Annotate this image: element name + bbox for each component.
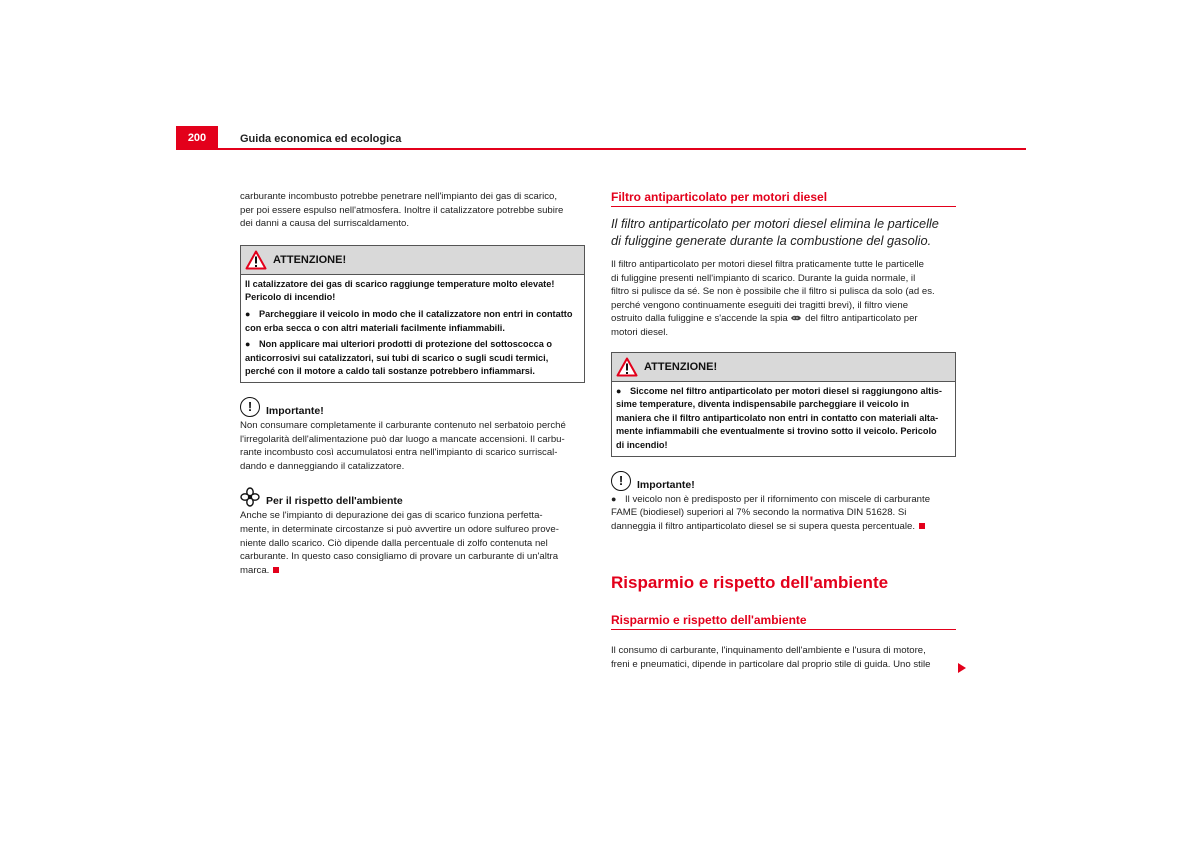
text-line: rante incombusto così accumulatosi entra nell'impianto di scarico surriscal- bbox=[240, 447, 558, 459]
text-line: Non consumare completamente il carburante contenuto nel serbatoio perché bbox=[240, 419, 566, 431]
text-line: Il consumo di carburante, l'inquinamento dell'ambiente e l'usura di motore, bbox=[611, 645, 926, 657]
exclamation-circle-icon: ! bbox=[240, 397, 260, 417]
text-line: dei danni a causa del surriscaldamento. bbox=[240, 218, 410, 230]
text-line: ostruito dalla fuliggine e s'accende la spia del filtro antiparticolato per bbox=[611, 313, 918, 325]
chapter-title: Risparmio e rispetto dell'ambiente bbox=[611, 573, 889, 593]
warning-triangle-icon bbox=[616, 357, 638, 377]
header-rule bbox=[176, 148, 1026, 150]
important-label: Importante! bbox=[637, 478, 695, 491]
important-label: Importante! bbox=[266, 404, 324, 417]
warning-bullet-line: ● Siccome nel filtro antiparticolato per motori diesel si raggiungono altis- bbox=[616, 385, 951, 399]
exclamation-circle-icon: ! bbox=[611, 471, 631, 491]
flower-icon bbox=[240, 487, 260, 507]
left-column bbox=[240, 190, 585, 577]
warning-label: ATTENZIONE! bbox=[273, 253, 347, 266]
warning-bullet-line: ● Parcheggiare il veicolo in modo che il catalizzatore non entri in contatto bbox=[245, 308, 580, 322]
text-line: filtro si pulisce da sé. Se non è possibile che il filtro si pulisca da solo (ad es. bbox=[611, 286, 935, 298]
environment-header bbox=[240, 487, 585, 507]
body-paragraph bbox=[611, 258, 956, 340]
header-title: Guida economica ed ecologica bbox=[240, 133, 402, 145]
warning-text-line: perché con il motore a caldo tali sostanze potrebbero infiammarsi. bbox=[245, 366, 535, 377]
text-line: per poi essere espulso nell'atmosfera. Inoltre il catalizzatore potrebbe subire bbox=[240, 204, 564, 216]
important-header bbox=[240, 397, 585, 417]
end-mark-icon bbox=[273, 567, 279, 573]
warning-header bbox=[241, 246, 584, 275]
warning-text-line: Il catalizzatore dei gas di scarico raggiunge temperature molto elevate! bbox=[245, 278, 555, 289]
important-note bbox=[240, 397, 585, 473]
text-line: danneggia il filtro antiparticolato diesel se si supera questa percentuale. bbox=[611, 520, 956, 534]
warning-text-line: con erba secca o con altri materiali facilmente infiammabili. bbox=[245, 322, 505, 333]
text-line: di fuliggine presenti nell'impianto di scarico. Durante la guida normale, il bbox=[611, 272, 916, 284]
important-note bbox=[611, 471, 956, 534]
body-paragraph bbox=[611, 644, 956, 671]
diesel-filter-warning-lamp-icon bbox=[790, 314, 802, 322]
warning-text-line: mente infiammabili che eventualmente si trovino sotto il veicolo. Pericolo bbox=[616, 426, 937, 437]
text-line: marca. bbox=[240, 564, 585, 578]
bullet-icon: ● bbox=[245, 308, 251, 319]
warning-box bbox=[611, 352, 956, 457]
warning-box bbox=[240, 245, 585, 383]
text-line: carburante. In questo caso consigliamo di provare un carburante di un'altra bbox=[240, 551, 559, 563]
warning-bullet-line: ● Non applicare mai ulteriori prodotti di protezione del sottoscocca o bbox=[245, 338, 580, 352]
warning-header bbox=[612, 353, 955, 382]
lead-paragraph bbox=[611, 215, 956, 249]
bullet-icon: ● bbox=[611, 493, 617, 504]
warning-text-line: di incendio! bbox=[616, 439, 668, 450]
bullet-icon: ● bbox=[616, 385, 622, 396]
section-title-savings: Risparmio e rispetto dell'ambiente bbox=[611, 613, 956, 630]
continue-arrow-icon bbox=[958, 663, 966, 673]
text-line: FAME (biodiesel) superiori al 7% secondo la normativa DIN 51628. Si bbox=[611, 507, 907, 519]
text-line: mente, in determinate circostanze si può avvertire un odore sulfureo prove- bbox=[240, 523, 559, 535]
text-line: motori diesel. bbox=[611, 326, 669, 338]
text-line: perché vengono continuamente eseguiti dei tragitti brevi), il filtro viene bbox=[611, 299, 909, 311]
warning-text-line: sime temperature, diventa indispensabile parcheggiare il veicolo in bbox=[616, 399, 910, 410]
section-title-diesel-filter: Filtro antiparticolato per motori diesel bbox=[611, 190, 956, 207]
warning-text-line: anticorrosivi sui catalizzatori, sui tubi di scarico o sugli scudi termici, bbox=[245, 352, 549, 363]
bullet-icon: ● bbox=[245, 339, 251, 350]
lead-line: di fuliggine generate durante la combustione del gasolio. bbox=[611, 233, 932, 248]
text-line: Anche se l'impianto di depurazione dei gas di scarico funziona perfetta- bbox=[240, 510, 543, 522]
bullet-line: ● Il veicolo non è predisposto per il rifornimento con miscele di carburante bbox=[611, 493, 931, 505]
important-header bbox=[611, 471, 956, 491]
warning-text-line: maniera che il filtro antiparticolato non entri in contatto con materiali alta- bbox=[616, 412, 939, 423]
warning-text-line: Pericolo di incendio! bbox=[245, 292, 336, 303]
text-line: l'irregolarità dell'alimentazione può dar luogo a mancate accensioni. Il carbu- bbox=[240, 433, 565, 445]
text-line: dando e danneggiando il catalizzatore. bbox=[240, 460, 405, 472]
warning-body bbox=[241, 275, 584, 382]
environment-note bbox=[240, 487, 585, 577]
right-column bbox=[611, 190, 956, 672]
warning-body bbox=[612, 382, 955, 456]
environment-label: Per il rispetto dell'ambiente bbox=[266, 495, 403, 508]
text-line: freni e pneumatici, dipende in particolare dal proprio stile di guida. Uno stile bbox=[611, 658, 931, 670]
text-line: niente dallo scarico. Ciò dipende dalla percentuale di zolfo contenuta nel bbox=[240, 537, 548, 549]
warning-triangle-icon bbox=[245, 250, 267, 270]
text-line: Il filtro antiparticolato per motori diesel filtra praticamente tutte le particelle bbox=[611, 259, 925, 270]
warning-label: ATTENZIONE! bbox=[644, 360, 718, 373]
page-number: 200 bbox=[176, 126, 218, 150]
intro-paragraph bbox=[240, 190, 585, 231]
lead-line: Il filtro antiparticolato per motori diesel elimina le particelle bbox=[611, 216, 939, 231]
end-mark-icon bbox=[919, 523, 925, 529]
text-line: carburante incombusto potrebbe penetrare nell'impianto dei gas di scarico, bbox=[240, 191, 558, 202]
